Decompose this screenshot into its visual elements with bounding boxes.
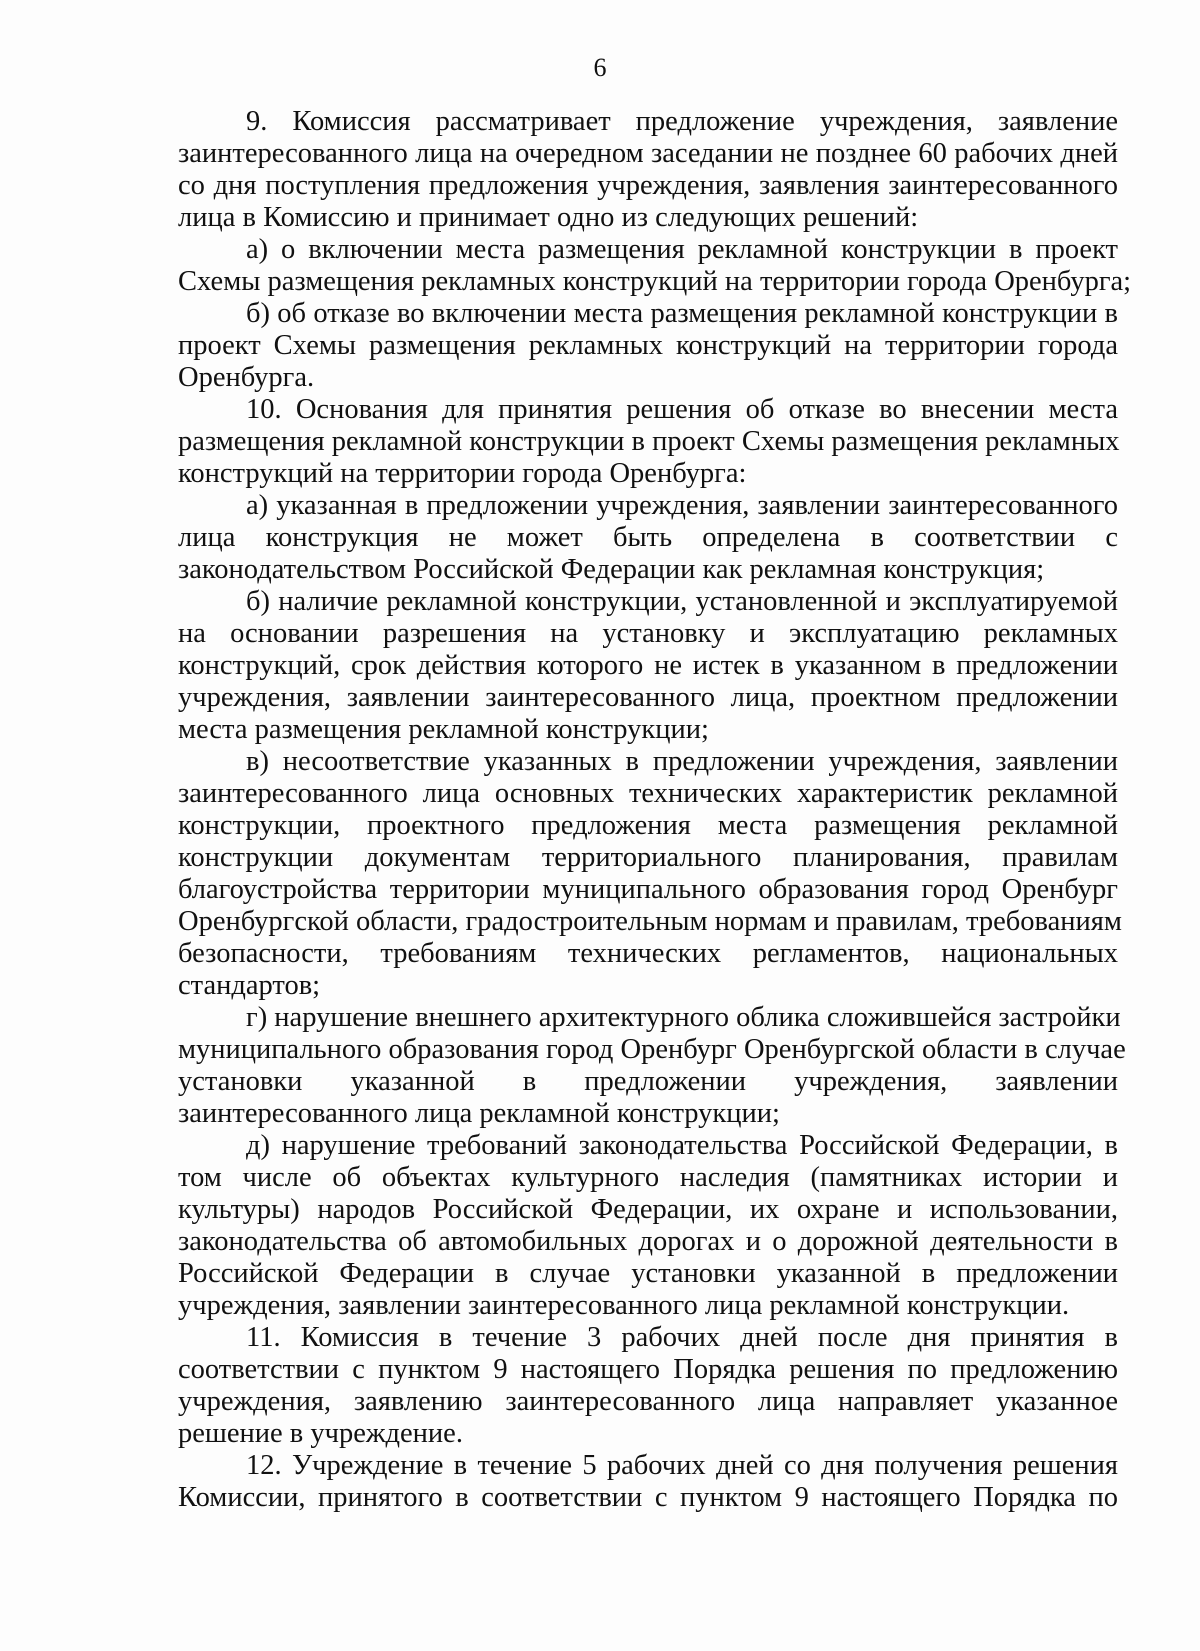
text-line: культуры) народов Российской Федерации, их охране и использовании, [178, 1194, 1118, 1225]
text-line: 10. Основания для принятия решения об отказе во внесении места [246, 394, 1118, 425]
text-line: заинтересованного лица основных технических характеристик рекламной [178, 778, 1118, 809]
text-line: г) нарушение внешнего архитектурного облика сложившейся застройки [246, 1002, 1121, 1033]
text-line: б) об отказе во включении места размещения рекламной конструкции в [246, 298, 1118, 329]
text-line: том числе об объектах культурного наследия (памятниках истории и [178, 1162, 1118, 1193]
text-line: муниципального образования город Оренбург Оренбургской области в случае [178, 1034, 1126, 1065]
text-line: проект Схемы размещения рекламных конструкций на территории города [178, 330, 1118, 361]
text-line: лица конструкция не может быть определена в соответствии с [178, 522, 1118, 553]
document-body [178, 106, 1132, 1514]
text-line: 11. Комиссия в течение 3 рабочих дней после дня принятия в [246, 1322, 1118, 1353]
text-line: заинтересованного лица рекламной конструкции; [178, 1098, 780, 1129]
text-line: Комиссии, принятого в соответствии с пунктом 9 настоящего Порядка по [178, 1482, 1118, 1513]
text-line: учреждения, заявлению заинтересованного лица направляет указанное [178, 1386, 1118, 1417]
text-line: безопасности, требованиям технических регламентов, национальных [178, 938, 1118, 969]
text-line: благоустройства территории муниципального образования город Оренбург [178, 874, 1118, 905]
text-line: конструкции, проектного предложения места размещения рекламной [178, 810, 1118, 841]
text-line: установки указанной в предложении учреждения, заявлении [178, 1066, 1118, 1097]
text-line: соответствии с пунктом 9 настоящего Порядка решения по предложению [178, 1354, 1118, 1385]
text-line: Схемы размещения рекламных конструкций на территории города Оренбурга; [178, 266, 1132, 297]
text-line: размещения рекламной конструкции в проект Схемы размещения рекламных [178, 426, 1120, 457]
text-line: д) нарушение требований законодательства Российской Федерации, в [246, 1130, 1118, 1161]
text-line: заинтересованного лица на очередном заседании не позднее 60 рабочих дней [178, 138, 1118, 169]
text-line: места размещения рекламной конструкции; [178, 714, 709, 745]
text-line: конструкции документам территориального планирования, правилам [178, 842, 1118, 873]
text-line: Оренбурга. [178, 362, 315, 393]
text-line: 9. Комиссия рассматривает предложение учреждения, заявление [246, 106, 1118, 137]
text-line: а) о включении места размещения рекламной конструкции в проект [246, 234, 1118, 265]
text-line: законодательством Российской Федерации как рекламная конструкция; [178, 554, 1045, 585]
text-line: учреждения, заявлении заинтересованного лица, проектном предложении [178, 682, 1118, 713]
page-number: 6 [593, 53, 607, 82]
text-line: учреждения, заявлении заинтересованного лица рекламной конструкции. [178, 1290, 1070, 1321]
text-line: в) несоответствие указанных в предложении учреждения, заявлении [246, 746, 1118, 777]
text-line: решение в учреждение. [178, 1418, 463, 1449]
text-line: конструкций, срок действия которого не истек в указанном в предложении [178, 650, 1118, 681]
text-line: Оренбургской области, градостроительным нормам и правилам, требованиям [178, 906, 1122, 937]
text-line: а) указанная в предложении учреждения, заявлении заинтересованного [246, 490, 1118, 521]
text-line: законодательства об автомобильных дорогах и о дорожной деятельности в [178, 1226, 1118, 1257]
text-line: Российской Федерации в случае установки указанной в предложении [178, 1258, 1118, 1289]
text-line: конструкций на территории города Оренбурга: [178, 458, 747, 489]
text-line: 12. Учреждение в течение 5 рабочих дней со дня получения решения [246, 1450, 1118, 1481]
text-line: стандартов; [178, 970, 321, 1001]
text-line: на основании разрешения на установку и эксплуатацию рекламных [178, 618, 1118, 649]
text-line: со дня поступления предложения учреждения, заявления заинтересованного [178, 170, 1118, 201]
text-line: б) наличие рекламной конструкции, установленной и эксплуатируемой [246, 586, 1118, 617]
text-line: лица в Комиссию и принимает одно из следующих решений: [178, 202, 919, 233]
